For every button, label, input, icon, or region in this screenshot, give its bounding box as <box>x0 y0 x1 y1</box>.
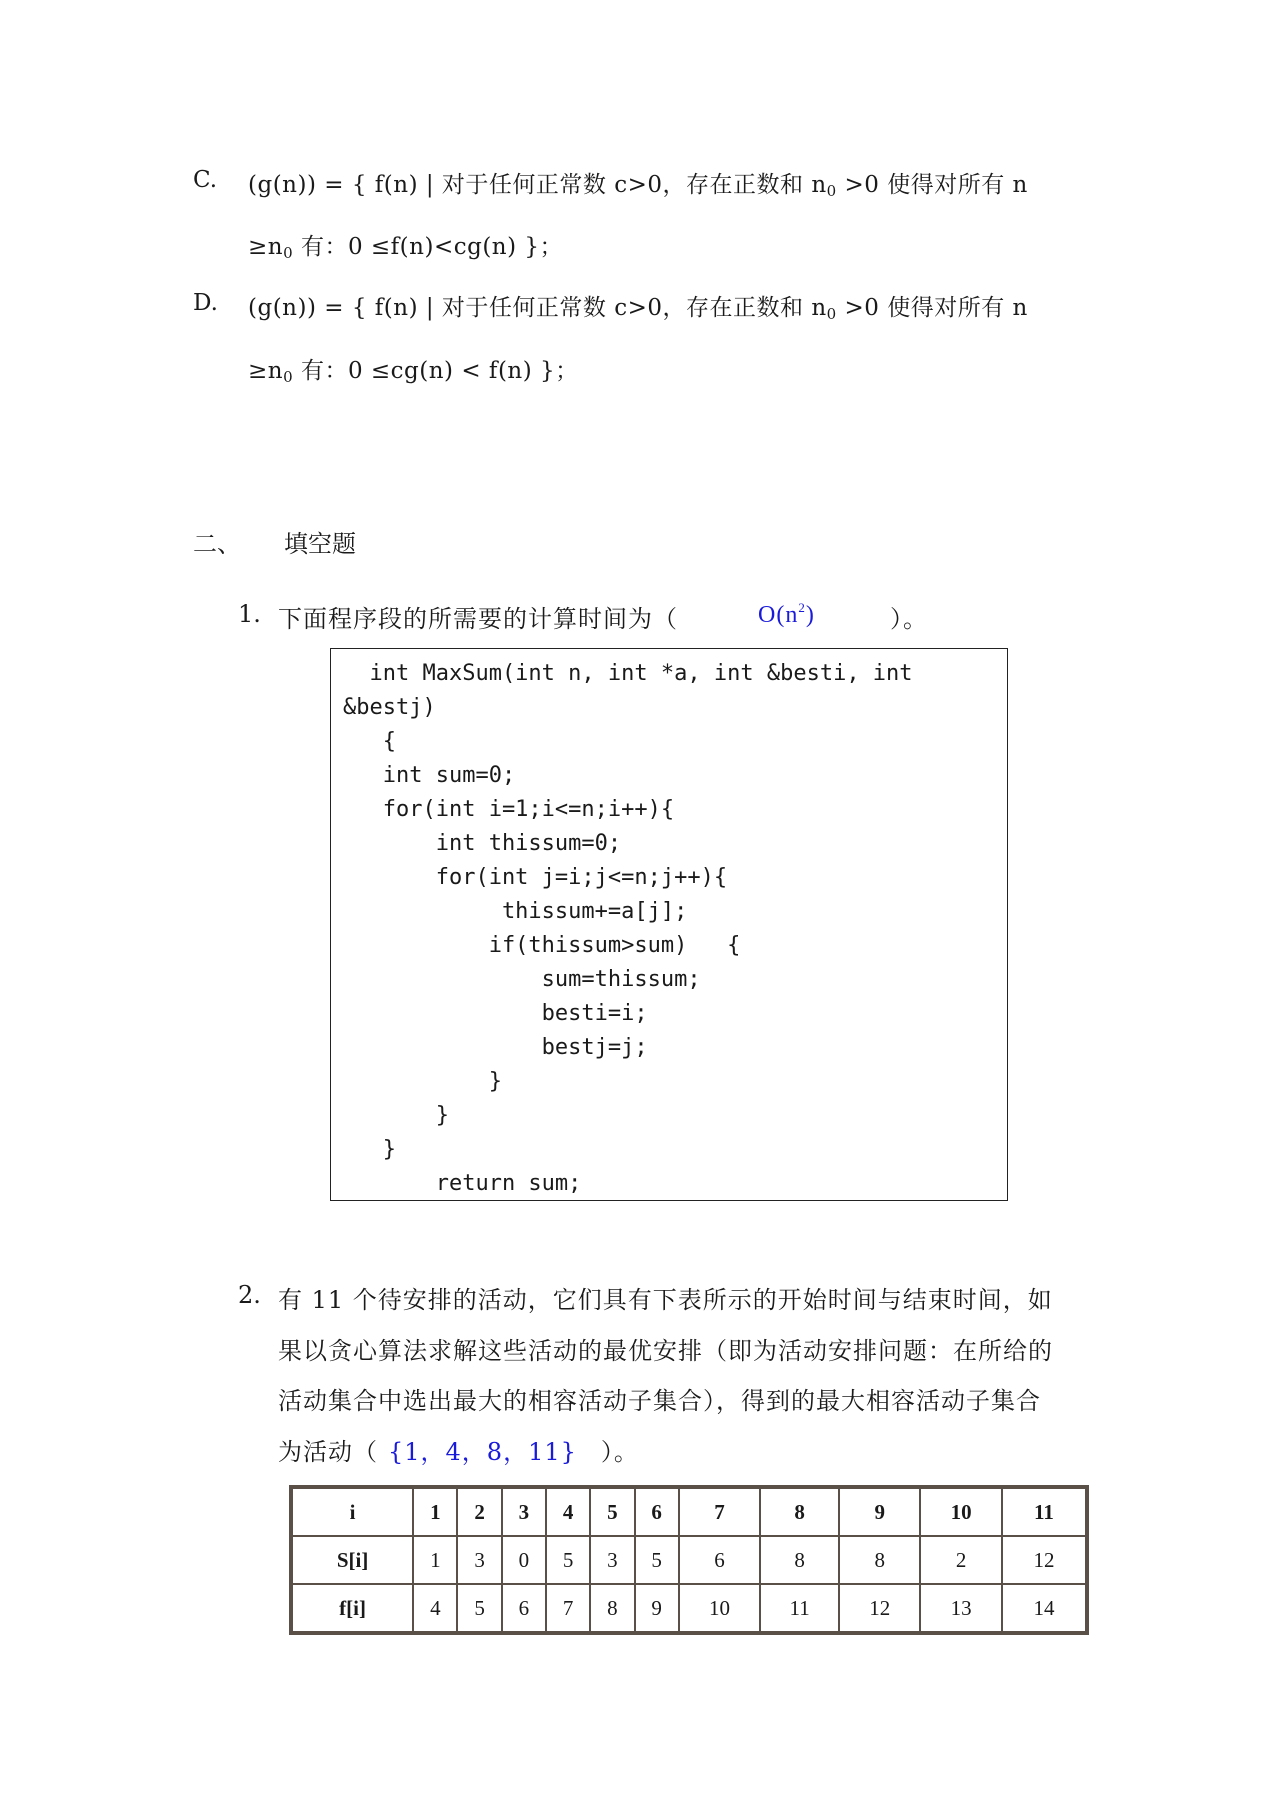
option-c-line1-sub: 0 <box>826 182 837 200</box>
table-cell: 6 <box>679 1536 760 1584</box>
code-line: int sum=0; <box>343 763 516 788</box>
code-line: for(int i=1;i<=n;i++){ <box>343 797 675 822</box>
option-d-line1-sub: 0 <box>826 305 837 323</box>
table-cell: 8 <box>760 1536 839 1584</box>
option-d-letter: D. <box>193 290 218 316</box>
activity-table <box>289 1485 1089 1635</box>
code-box <box>330 648 1008 1201</box>
code-line: } <box>343 1069 502 1094</box>
table-cell: 12 <box>839 1584 920 1633</box>
table-cell: 6 <box>502 1584 546 1633</box>
table-cell: 8 <box>839 1536 920 1584</box>
option-d-line2-text: ≥n <box>248 358 284 384</box>
table-cell: 2 <box>920 1536 1001 1584</box>
code-line: } <box>343 1103 449 1128</box>
option-c-line1-text: (g(n)) = { f(n) | 对于任何正常数 c>0，存在正数和 n <box>248 172 827 198</box>
table-cell: 10 <box>679 1584 760 1633</box>
table-header-cell: 7 <box>679 1487 760 1536</box>
question-2-line: 果以贪心算法求解这些活动的最优安排（即为活动安排问题：在所给的 <box>278 1337 1053 1365</box>
option-d-line2-sub: 0 <box>283 368 294 386</box>
question-2-last-line <box>278 1432 639 1467</box>
table-cell: 0 <box>502 1536 546 1584</box>
code-line: for(int j=i;j<=n;j++){ <box>343 865 728 890</box>
option-c-letter: C. <box>193 167 218 193</box>
code-line: { <box>343 729 396 754</box>
table-cell: 9 <box>635 1584 679 1633</box>
option-c-line2-text-end: 有：0 ≤f(n)<cg(n) }； <box>293 234 564 260</box>
section-title: 填空题 <box>284 530 356 558</box>
question-2-answer: {1，4，8，11} <box>388 1438 577 1466</box>
table-header-cell: 8 <box>760 1487 839 1536</box>
table-row-label: f[i] <box>291 1584 413 1633</box>
section-number: 二、 <box>193 530 241 558</box>
table-cell: 4 <box>413 1584 457 1633</box>
option-d-line1-text-end: >0 使得对所有 n <box>836 295 1028 321</box>
question-2-line: 有 11 个待安排的活动，它们具有下表所示的开始时间与结束时间，如 <box>278 1286 1053 1314</box>
table-header-cell: 10 <box>920 1487 1001 1536</box>
table-cell: 7 <box>546 1584 590 1633</box>
table-cell: 13 <box>920 1584 1001 1633</box>
option-d-line2-text-end: 有：0 ≤cg(n) < f(n) }； <box>293 358 579 384</box>
table-header-cell: 5 <box>590 1487 634 1536</box>
table-header-cell: 11 <box>1002 1487 1087 1536</box>
question-1-answer <box>758 600 815 629</box>
option-c-line2-sub: 0 <box>283 244 294 262</box>
code-line: return sum; <box>343 1171 582 1196</box>
question-2-line: 活动集合中选出最大的相容活动子集合），得到的最大相容活动子集合 <box>278 1387 1041 1415</box>
code-line: int thissum=0; <box>343 831 622 856</box>
code-line: bestj=j; <box>343 1035 648 1060</box>
table-row-header <box>291 1487 1087 1536</box>
question-1-text-end: ）。 <box>890 605 928 633</box>
table-cell: 5 <box>457 1584 501 1633</box>
code-line: sum=thissum; <box>343 967 701 992</box>
option-c-line2-text: ≥n <box>248 234 284 260</box>
table-cell: 12 <box>1002 1536 1087 1584</box>
code-line: if(thissum>sum) { <box>343 933 741 958</box>
code-line: int MaxSum(int n, int *a, int &besti, int <box>343 661 913 686</box>
table-cell: 1 <box>413 1536 457 1584</box>
question-2-last-prefix: 为活动（ <box>278 1438 378 1466</box>
question-2-number: 2. <box>238 1281 261 1309</box>
option-d-line1-text: (g(n)) = { f(n) | 对于任何正常数 c>0，存在正数和 n <box>248 295 827 321</box>
question-1-answer-sup: 2 <box>798 600 806 615</box>
table-header-cell: 9 <box>839 1487 920 1536</box>
table-cell: 8 <box>590 1584 634 1633</box>
question-1-text: 下面程序段的所需要的计算时间为（ <box>278 605 678 633</box>
table-cell: 11 <box>760 1584 839 1633</box>
table-row <box>291 1536 1087 1584</box>
table-row <box>291 1584 1087 1633</box>
table-cell: 3 <box>590 1536 634 1584</box>
question-1-answer-close: ) <box>805 602 815 628</box>
option-d-line2 <box>248 352 579 386</box>
table-cell: 3 <box>457 1536 501 1584</box>
option-c-line1 <box>248 166 1028 200</box>
table-header-label: i <box>291 1487 413 1536</box>
table-header-cell: 2 <box>457 1487 501 1536</box>
code-line: } <box>343 1137 396 1162</box>
question-2-last-suffix: ）。 <box>600 1438 639 1466</box>
question-1-answer-base: O(n <box>758 602 799 628</box>
question-1-number: 1. <box>238 600 261 628</box>
table-cell: 5 <box>635 1536 679 1584</box>
table-cell: 5 <box>546 1536 590 1584</box>
table-header-cell: 3 <box>502 1487 546 1536</box>
code-line: &bestj) <box>343 695 436 720</box>
table-row-label: S[i] <box>291 1536 413 1584</box>
table-header-cell: 4 <box>546 1487 590 1536</box>
code-line: thissum+=a[j]; <box>343 899 688 924</box>
option-c-line1-text-end: >0 使得对所有 n <box>836 172 1028 198</box>
option-d-line1 <box>248 289 1028 323</box>
table-cell: 14 <box>1002 1584 1087 1633</box>
table-header-cell: 6 <box>635 1487 679 1536</box>
option-c-line2 <box>248 228 563 262</box>
code-line: besti=i; <box>343 1001 648 1026</box>
table-header-cell: 1 <box>413 1487 457 1536</box>
